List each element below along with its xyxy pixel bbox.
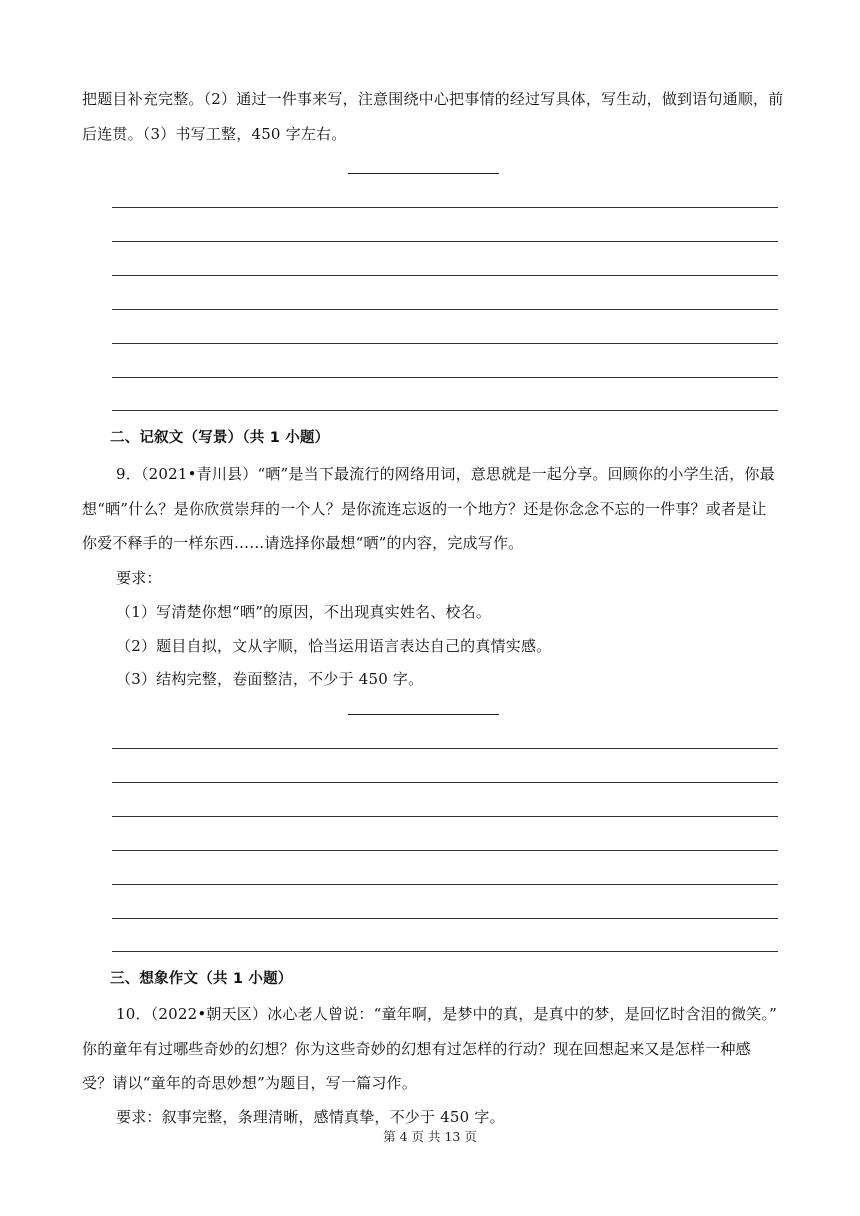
prev-requirement-line-1: 把题目补充完整。（2）通过一件事来写，注意围绕中心把事情的经过写具体，写生动，做到语句通顺，前 — [82, 90, 784, 108]
writing-line — [112, 241, 778, 242]
requirement-3: （3）结构完整，卷面整洁，不少于 450 字。 — [116, 670, 424, 688]
question-9-line-1: 9．（2021•青川县）“晒”是当下最流行的网络用词，意思就是一起分享。回顾你的小学生活，你最 — [116, 465, 775, 483]
question-10-line-2: 你的童年有过哪些奇妙的幻想？你为这些奇妙的幻想有过怎样的行动？现在回想起来又是怎样一种感 — [82, 1040, 751, 1058]
question-9-line-2: 想“晒”什么？是你欣赏崇拜的一个人？是你流连忘返的一个地方？还是你念念不忘的一件事？或者是让 — [82, 500, 767, 518]
writing-line — [112, 309, 778, 310]
writing-line — [112, 782, 778, 783]
page-footer: 第 4 页 共 13 页 — [383, 1129, 477, 1144]
requirement-1: （1）写清楚你想“晒”的原因，不出现真实姓名、校名。 — [116, 603, 492, 621]
question-9-line-3: 你爱不释手的一样东西……请选择你最想“晒”的内容，完成写作。 — [82, 534, 524, 552]
writing-line — [112, 377, 778, 378]
writing-line — [112, 410, 778, 411]
writing-line — [112, 275, 778, 276]
writing-line — [112, 207, 778, 208]
writing-line — [112, 748, 778, 749]
requirements-label: 要求： — [116, 569, 162, 587]
question-10-line-3: 受？请以“童年的奇思妙想”为题目，写一篇习作。 — [82, 1074, 417, 1092]
writing-line — [112, 918, 778, 919]
section-heading-imaginative: 三、想象作文（共 1 小题） — [110, 971, 293, 987]
writing-line — [112, 816, 778, 817]
writing-line — [112, 884, 778, 885]
writing-line — [112, 850, 778, 851]
writing-line — [112, 951, 778, 952]
question-10-requirements: 要求：叙事完整，条理清晰，感情真挚，不少于 450 字。 — [116, 1108, 505, 1126]
prev-requirement-line-2: 后连贯。（3）书写工整，450 字左右。 — [82, 125, 347, 143]
section-heading-narrative: 二、记叙文（写景）（共 1 小题） — [110, 430, 330, 446]
question-10-line-1: 10．（2022•朝天区）冰心老人曾说：“童年啊，是梦中的真，是真中的梦，是回忆时含泪的微笑。” — [116, 1005, 778, 1023]
essay-title-blank — [348, 714, 499, 715]
writing-line — [112, 343, 778, 344]
requirement-2: （2）题目自拟，文从字顺，恰当运用语言表达自己的真情实感。 — [116, 637, 552, 655]
essay-title-blank — [348, 173, 499, 174]
